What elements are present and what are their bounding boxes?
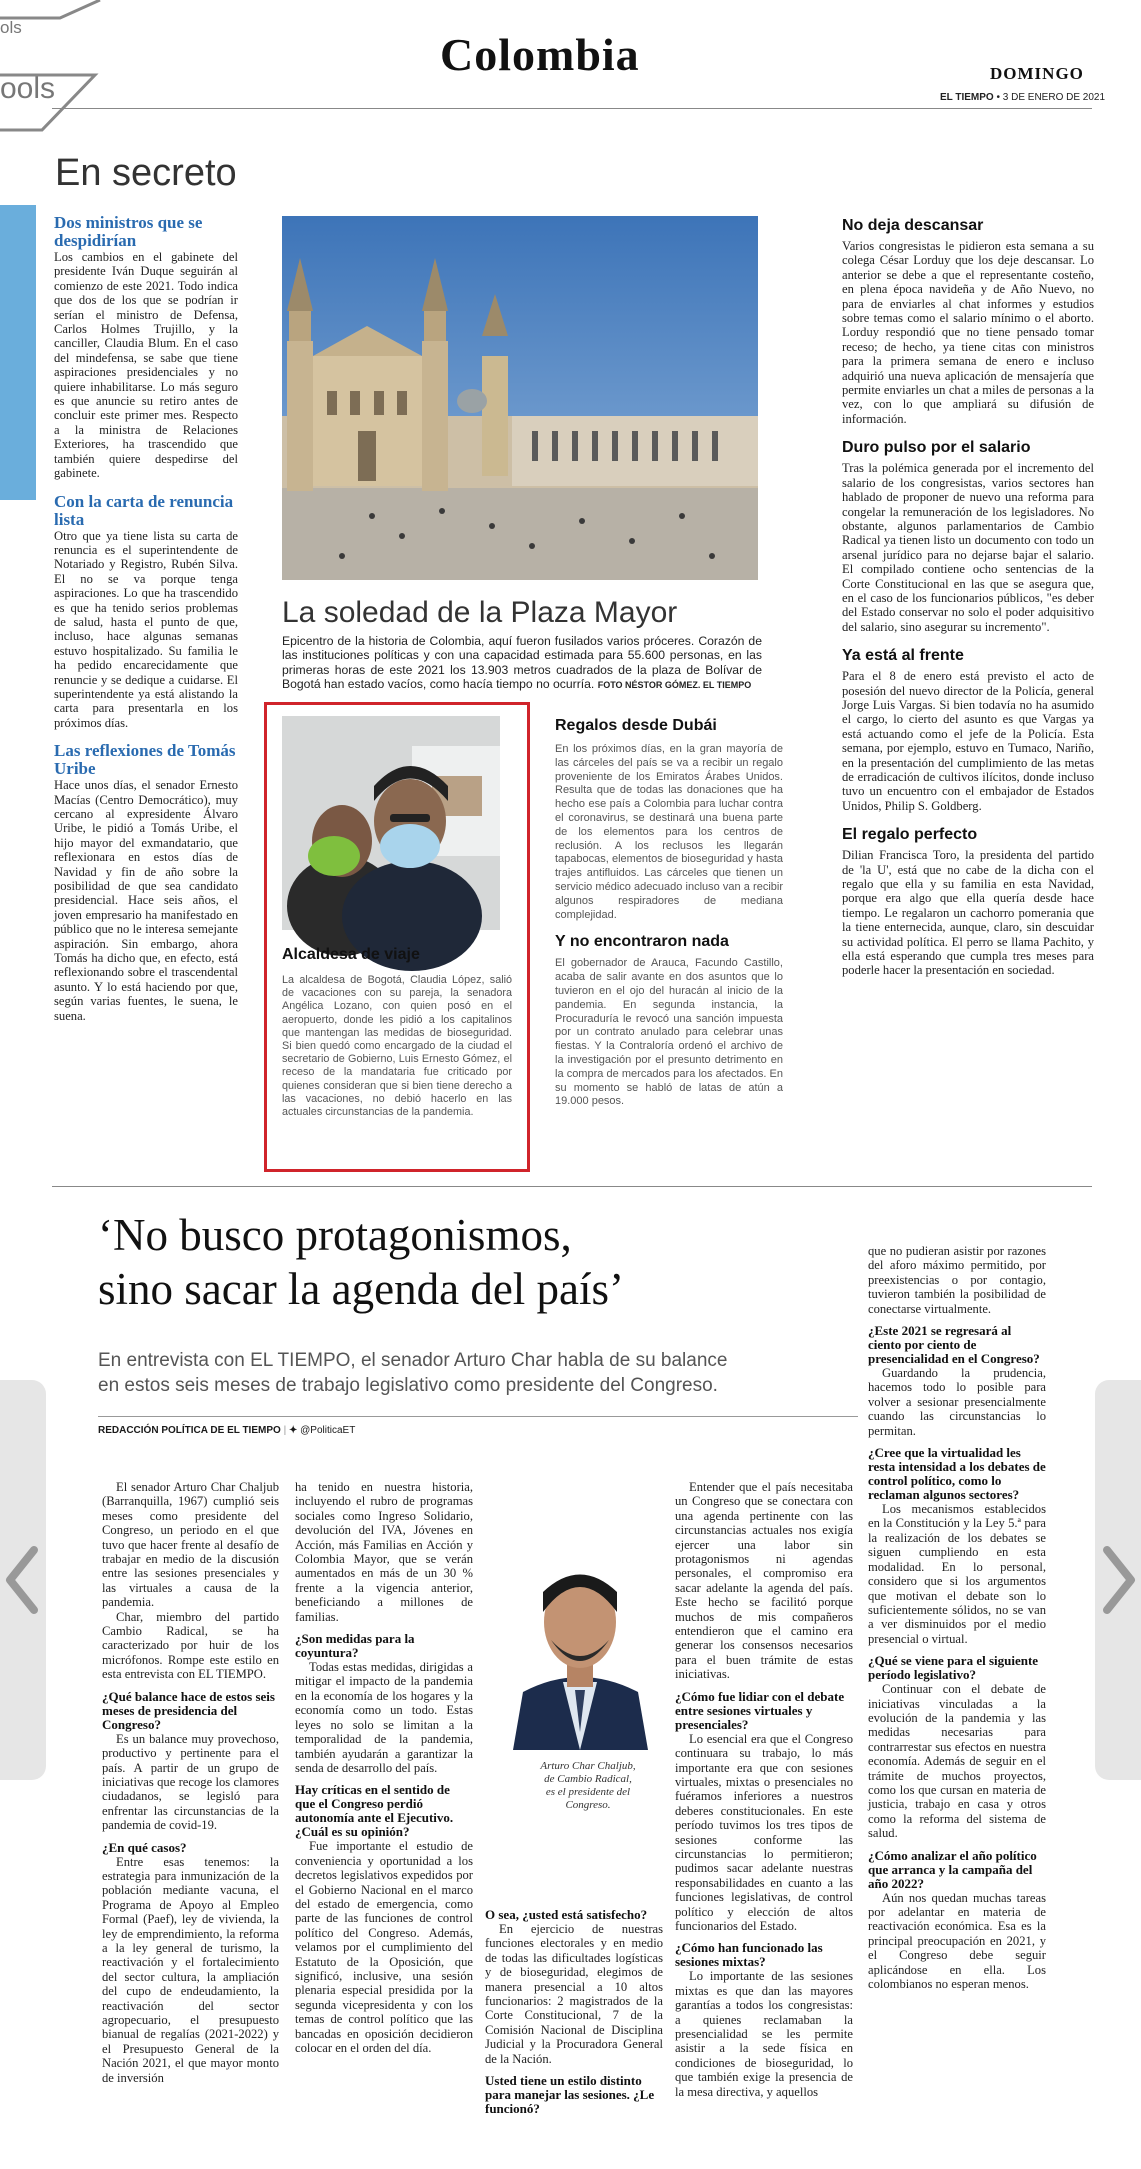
dek-line-1: En entrevista con EL TIEMPO, el senador Arturo Char habla de su balance xyxy=(98,1350,728,1371)
r2-body: Tras la polémica generada por el incremento del salario de los congresistas, varios sectores han hablado de proponer de nuevo una reforma para congelar la remuneración de los legisladores. No obstante, algunos parlamentarios de Cambio Radical ya tienen listo un documento con todo un arsenal jurídico para no dejarse bajar el salario. El compilado contiene ocho sentencias de la Corte Constitucional en las que se asegura que, en el caso de los funcionarios públicos, "es deber del Estado conservar no solo el poder adquisitivo del salario, sino asegurar su incremento". xyxy=(842,461,1094,634)
interview-dek xyxy=(98,1348,727,1398)
cathedral-image xyxy=(282,216,758,580)
c4-a1: Lo esencial era que el Congreso continuara su trabajo, lo más importante era que con sesiones virtuales, mixtas o presenciales no fuéramos inferiores a nuestros deberes constitucionales. En este período tuvimos los tres tipos de sesiones conforme las circunstancias lo permitieron; pudimos sacar adelante nuestras responsabilidades en cuanto a las funciones legislativas, de control político y elección de altos funcionarios del Estado. xyxy=(675,1731,853,1933)
r1-body: Varios congresistas le pidieron esta semana a su colega César Lorduy que los deje descansar. Lo anterior se debe a que el representante costeño, en plena época navideña y de Año Nuevo, no para de enviarles al chat informes y estudios sobre temas como el salario mínimo o el aborto. Lorduy respondió que no tiene pensado tomar receso; de hecho, ya tiene citas con ministros para la primera semana de enero e incluso adquirió una nueva aplicación de mensajería que permite enviarles un chat a miles de personas a la vez, con lo que ampliará su difusión de información. xyxy=(842,239,1094,426)
a1-body: Los cambios en el gabinete del presidente Iván Duque seguirán al comienzo de este 2021. Todo indica que dos de los que se podrían ir serían el ministro de Defensa, Carlos Holmes Trujillo, y la canciller, Claudia Blum. En el caso del mindefensa, se sabe que tiene aspiraciones presidenciales y no quiere inhabilitarse. Lo más seguro es que anuncie su retiro antes de concluir este primer mes. Respecto a la ministra de Relaciones Exteriores, ha trascendido que también quiere despedirse del gabinete. xyxy=(54,250,238,481)
c2-a0: ha tenido en nuestra historia, incluyendo el rubro de programas sociales como Ingreso Solidario, devolución del IVA, Jóvenes en Acción, más Familias en Acción y Colombia Mayor, que se verán aumentados en más de un 30 % frente a la vigencia anterior, beneficiando a millones de familias. xyxy=(295,1480,473,1624)
chevron-right-icon xyxy=(1095,1380,1141,1780)
byline: REDACCIÓN POLÍTICA DE EL TIEMPO | ✦ @PoliticaET xyxy=(98,1425,356,1436)
c1-q2: ¿En qué casos? xyxy=(102,1839,187,1855)
interview-col-2 xyxy=(295,1480,473,2055)
c2-a1: Todas estas medidas, dirigidas a mitigar el impacto de la pandemia en la economía de los hogares y la economía como un todo. Estas leyes no solo se limitan a la temporalidad de la pandemia, también ayudarán a garantizar la senda de desarrollo del país. xyxy=(295,1660,473,1775)
prev-page-button[interactable] xyxy=(0,1380,46,1780)
c4-q1: ¿Cómo fue lidiar con el debate entre sesiones virtuales y presenciales? xyxy=(675,1688,845,1732)
side-tab-label: Contenido xyxy=(34,213,78,396)
c5-q2: ¿Cree que la virtualidad les resta intensidad a los debates de control político, como lo reclaman algunos sectores? xyxy=(868,1445,1046,1503)
alcaldesa-body: La alcaldesa de Bogotá, Claudia López, salió de vacaciones con su pareja, la senadora Angélica Lozano, con quien posó en el aeropuerto, donde les pidió a los capitalinos que mantengan las medidas de bioseguridad. Si bien quedó como encargado de la ciudad el secretario de Gobierno, Luis Ernesto Gómez, el receso de la mandataria fue criticado por quienes consideran que si bien tiene derecho a las vacaciones, no debió hacerlo en las actuales circunstancias de la pandemia. xyxy=(282,974,512,1119)
r4-body: Dilian Francisca Toro, la presidenta del partido de 'la U', está que no cabe de la dicha con el regalo que ella y su familia en esta Navidad, porque era algo que ella quería desde hace tiempo. Le regalaron un cachorro pomerania que la tiene enternecida, aunque, claro, sin descuidar su actividad política. El perro se llama Pachito, y ella está esperando que cumpla tres meses para poderle hacer la presentación en sociedad. xyxy=(842,848,1094,978)
c1-p2: Char, miembro del partido Cambio Radical, se ha caracterizado por huir de los micrófonos. Rompe este estilo en esta entrevista con EL TIEMPO. xyxy=(102,1609,279,1682)
a3-title: Las reflexiones de Tomás Uribe xyxy=(54,741,236,779)
r4-title: El regalo perfecto xyxy=(842,826,978,844)
chevron-left-icon xyxy=(0,1380,46,1780)
c5-a4: Aún nos quedan muchas tareas por adelantar en materia de reactivación económica. Esa es la principal preocupación en 2021, y el Congreso debe seguir aplicándose en ella. Los colombianos no esperan menos. xyxy=(868,1890,1046,1992)
c2-q2: Hay críticas en el sentido de que el Congreso perdió autonomía ante el Ejecutivo. ¿Cuál es su opinión? xyxy=(295,1782,454,1840)
headline-line-1: ‘No busco protagonismos, xyxy=(98,1210,572,1260)
selfie-image xyxy=(282,716,500,930)
r2-title: Duro pulso por el salario xyxy=(842,439,1031,457)
a2-title: Con la carta de renuncia lista xyxy=(54,491,234,529)
r3-body: Para el 8 de enero está previsto el acto de posesión del nuevo director de la Policía, general Jorge Luis Vargas. Si bien todavía no ha asumido el cargo, lo cierto del asunto es que Vargas ya está actuando como el jefe de la Policía. Esta semana, por ejemplo, estuvo en Tumaco, Nariño, en la presentación del cumplimiento de las metas de erradicación de cultivos ilícitos, donde incluso tuvo un encuentro con el embajador de Estados Unidos, Philip S. Goldberg. xyxy=(842,669,1094,813)
byline-rule xyxy=(98,1416,858,1417)
c5-a3: Continuar con el debate de iniciativas vinculadas a la evolución de la pandemia y las medidas necesarias para contrarrestar sus efectos en nuestra economía. Además de seguir en el trámite de muchos proyectos, como los que cursan en materia de justicia, trabajo en casa y otros como la reforma del sistema de salud. xyxy=(868,1682,1046,1841)
interview-col-3 xyxy=(485,1900,663,2116)
left-column xyxy=(54,214,238,1023)
c5-a0: que no pudieran asistir por razones del aforo máximo permitido, por preexistencias o por contagio, tuvieron también la posibilidad de conectarse virtualmente. xyxy=(868,1244,1046,1316)
header-dateline: EL TIEMPO • 3 DE ENERO DE 2021 xyxy=(940,92,1106,103)
tab-label-tools-2: ools xyxy=(0,72,56,105)
next-page-button[interactable] xyxy=(1095,1380,1141,1780)
a1-title: Dos ministros que se despidirían xyxy=(54,213,203,250)
dubai-title: Regalos desde Dubái xyxy=(555,717,717,734)
c2-q1: ¿Son medidas para la coyuntura? xyxy=(295,1631,415,1661)
c1-a1: Es un balance muy provechoso, productivo y pertinente para el país. A partir de un grupo de iniciativas que recoge los clamores ciudadanos, se legisló para enfrentar las circunstancias de la pandemia de covid-19. xyxy=(102,1731,279,1833)
c1-p1: El senador Arturo Char Chaljub (Barranquilla, 1967) cumplió seis meses como presidente del Congreso, un periodo en el que tuvo que hacer frente al desafío de trabajar en medio de la discusión entre las sesiones presenciales y las virtuales a causa de la pandemia. xyxy=(102,1480,279,1610)
headline-line-2: sino sacar la agenda del país’ xyxy=(98,1264,625,1314)
plaza-photo xyxy=(282,216,758,580)
alcaldesa-photo xyxy=(282,716,500,930)
c4-q2: ¿Cómo han funcionado las sesiones mixtas? xyxy=(675,1940,823,1970)
c5-q1: ¿Este 2021 se regresará al ciento por ciento de presencialidad en el Congreso? xyxy=(868,1323,1040,1367)
c3-a1: En ejercicio de nuestras funciones electorales y en medio de todas las dificultades logísticas y de bioseguridad, elegimos de manera presencial a 10 altos funcionarios: 2 magistrados de la Corte Constitucional, 7 de la Comisión Nacional de Disciplina Judicial y la Procuradora General de la Nación. xyxy=(485,1922,663,2066)
c5-q3: ¿Qué se viene para el siguiente período legislativo? xyxy=(868,1653,1039,1683)
r3-title: Ya está al frente xyxy=(842,647,964,665)
right-column xyxy=(842,216,1094,978)
byline-handle: @PoliticaET xyxy=(300,1425,356,1436)
section-title: Colombia xyxy=(440,29,640,80)
middle-column xyxy=(555,716,783,1109)
c5-a2: Los mecanismos establecidos en la Constitución y la Ley 5.ª para la realización de los debates se siguen cumpliendo en esta modalidad. En lo personal, considero que si los argumentos que motivan el debate son lo suficientemente sólidos, no se van a ver disminuidos por el medio presencial o virtual. xyxy=(868,1502,1046,1646)
c5-a1: Guardando la prudencia, hacemos todo lo posible para volver a sesionar presencialmente cuando las circunstancias lo permitan. xyxy=(868,1366,1046,1438)
header-rule xyxy=(52,108,1092,109)
c2-a2: Fue importante el estudio de conveniencia y oportunidad a los decretos legislativos expedidos por el Gobierno Nacional en el marco del estado de emergencia, como parte de las funciones de control político del Congreso. Además, velamos por el cumplimiento del Estatuto de la Oposición, que significó, inclusive, una sesión plenaria especial presidida por la segunda vicepresidenta y con los temas de control político que las bancadas en oposición decidieron colocar en el orden del día. xyxy=(295,1839,473,2055)
twitter-icon: ✦ xyxy=(288,1425,298,1436)
plaza-credit: FOTO NÉSTOR GÓMEZ. EL TIEMPO xyxy=(597,680,752,691)
interview-headline xyxy=(98,1208,624,1316)
c3-q1: O sea, ¿usted está satisfecho? xyxy=(485,1907,648,1922)
r1-title: No deja descansar xyxy=(842,217,984,234)
c1-q1: ¿Qué balance hace de estos seis meses de presidencia del Congreso? xyxy=(102,1688,275,1732)
c4-a0: Entender que el país necesitaba un Congreso que se conectara con una agenda pertinente con las circunstancias actuales nos exigía ejercer una labor sin protagonismos ni agendas personales, el compromiso era sacar adelante la agenda del país. Este hecho se facilitó porque muchos de mis compañeros entendieron que el camino era generar los consensos necesarios para el buen trámite de estas iniciativas. xyxy=(675,1480,853,1682)
interview-col-5 xyxy=(868,1244,1046,1991)
char-portrait xyxy=(493,1532,668,1750)
portrait-caption: Arturo Char Chaljub, de Cambio Radical, es el presidente del Congreso. xyxy=(540,1760,636,1811)
portrait-image xyxy=(493,1532,668,1750)
interview-col-4 xyxy=(675,1480,853,2099)
a2-body: Otro que ya tiene lista su carta de renuncia es el superintendente de Notariado y Registro, Rubén Silva. El no se va porque tenga aspiraciones. Lo que ha trascendido es que ha tenido serios problemas de salud, hasta el punto de que, incluso, hace algunas semanas estuvo hospitalizado. Su familia le ha pedido encarecidamente que renuncie y se dedique a cuidarse. El superintendente ya está alistando la carta para presentarla en los próximos días. xyxy=(54,528,238,730)
byline-desk: REDACCIÓN POLÍTICA DE EL TIEMPO xyxy=(98,1425,281,1436)
side-tab xyxy=(0,205,78,500)
header-paper: EL TIEMPO xyxy=(940,92,994,103)
c1-a2: Entre esas tenemos: la estrategia para inmunización de la población mediante vacuna, el Programa de Apoyo al Empleo Formal (Paef), ley de vivienda, la ley de emprendimiento, la reforma a la ley general de turismo, la reactivación y el fortalecimiento del sector cultura, la ampliación del cupo de endeudamiento, la reactivación del sector agropecuario, el presupuesto bianual de regalías (2021-2022) y el Presupuesto General de la Nación 2021, el que mayor monto de inversión xyxy=(102,1854,279,2085)
section-divider xyxy=(52,1186,1092,1187)
c3-q2: Usted tiene un estilo distinto para manejar las sesiones. ¿Le funcionó? xyxy=(485,2073,655,2117)
arauca-title: Y no encontraron nada xyxy=(555,933,729,951)
c5-q4: ¿Cómo analizar el año político que arranca y la campaña del año 2022? xyxy=(868,1847,1037,1891)
dek-line-2: en estos seis meses de trabajo legislativo como presidente del Congreso. xyxy=(98,1375,718,1396)
arauca-body: El gobernador de Arauca, Facundo Castillo, acaba de salir avante en dos asuntos que lo tuvieron en el ojo del huracán al inicio de la pandemia. En segunda instancia, la Procuraduría le revocó una sanción impuesta por un contrato anulado para celebrar unas fiestas. Y la Contraloría ordenó el archivo de la investigación por el presunto detrimento en la compra de mercados para los afectados. En su momento se habló de latas de atún a 19.000 pesos. xyxy=(555,957,783,1108)
plaza-caption xyxy=(282,634,762,693)
alcaldesa-title: Alcaldesa de viaje xyxy=(282,946,420,963)
plaza-caption-text: Epicentro de la historia de Colombia, aquí fueron fusilados varios próceres. Corazón de las instituciones políticas y con una capacidad estimada para 55.600 personas, en las primeras horas de este 2021 los 13.903 metros cuadrados de la plaza de Bolívar de Bogotá han estado vacíos, como hacía tiempo no ocurría. xyxy=(282,634,762,692)
a3-body: Hace unos días, el senador Ernesto Macías (Centro Democrático), muy cercano al expresidente Álvaro Uribe, le pidió a Tomás Uribe, el hijo mayor del exmandatario, que reflexionara en estos días de Navidad y fin de año sobre la posibilidad de que sea candidato presidencial. Hace seis años, el joven empresario ha manifestado en público que no le interesa semejante aspiración. Sin embargo, ahora Tomás ha dicho que, en efecto, está reflexionando sobre el trascendental asunto. Y lo está haciendo por que, según varias fuentes, le suena, le suena. xyxy=(54,778,238,1023)
header-date: 3 DE ENERO DE 2021 xyxy=(1002,92,1106,103)
plaza-title: La soledad de la Plaza Mayor xyxy=(282,596,678,629)
header-day: DOMINGO xyxy=(990,64,1084,83)
interview-col-1 xyxy=(102,1480,279,2085)
en-secreto-title: En secreto xyxy=(55,152,237,194)
tab-label-tools-1: ols xyxy=(0,18,22,37)
c4-a2: Lo importante de las sesiones mixtas es que dan las mayores garantías a todos los congresistas: a quienes reclamaban la presencialidad se les permite asistir a la sede física en condiciones de bioseguridad, lo que también exige la presencia de la mesa directiva, y aquellos xyxy=(675,1969,853,2099)
dubai-body: En los próximos días, en la gran mayoría de las cárceles del país se va a recibir un regalo proveniente de los Emiratos Árabes Unidos. Resulta que de todas las donaciones que ha hecho ese país a Colombia para luchar contra el coronavirus, se destinará una buena parte de los elementos para los centros de reclusión. A los reclusos les llegarán tapabocas, elementos de bioseguridad y hasta trajes antifluidos. Las cárceles que tienen un servicio médico adecuado incluso van a recibir algunos respiradores de mediana complejidad. xyxy=(555,743,783,921)
